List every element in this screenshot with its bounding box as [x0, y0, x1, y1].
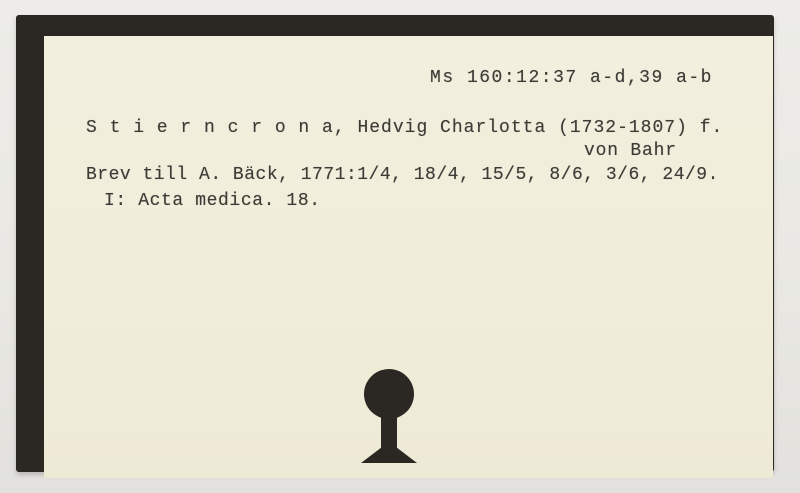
card-heading: S t i e r n c r o n a, Hedvig Charlotta (1732-1807) f.	[86, 118, 724, 138]
punch-hole-stem	[381, 406, 397, 448]
catalog-number: Ms 160:12:37 a-d,39 a-b	[430, 68, 713, 88]
letters-list-line: Brev till A. Bäck, 1771:1/4, 18/4, 15/5, 8/6, 3/6, 24/9.	[86, 165, 719, 185]
punch-hole-flare	[361, 447, 417, 463]
heading-addition: von Bahr	[584, 141, 677, 161]
reference-line: I: Acta medica. 18.	[104, 191, 321, 211]
index-card	[44, 36, 773, 478]
